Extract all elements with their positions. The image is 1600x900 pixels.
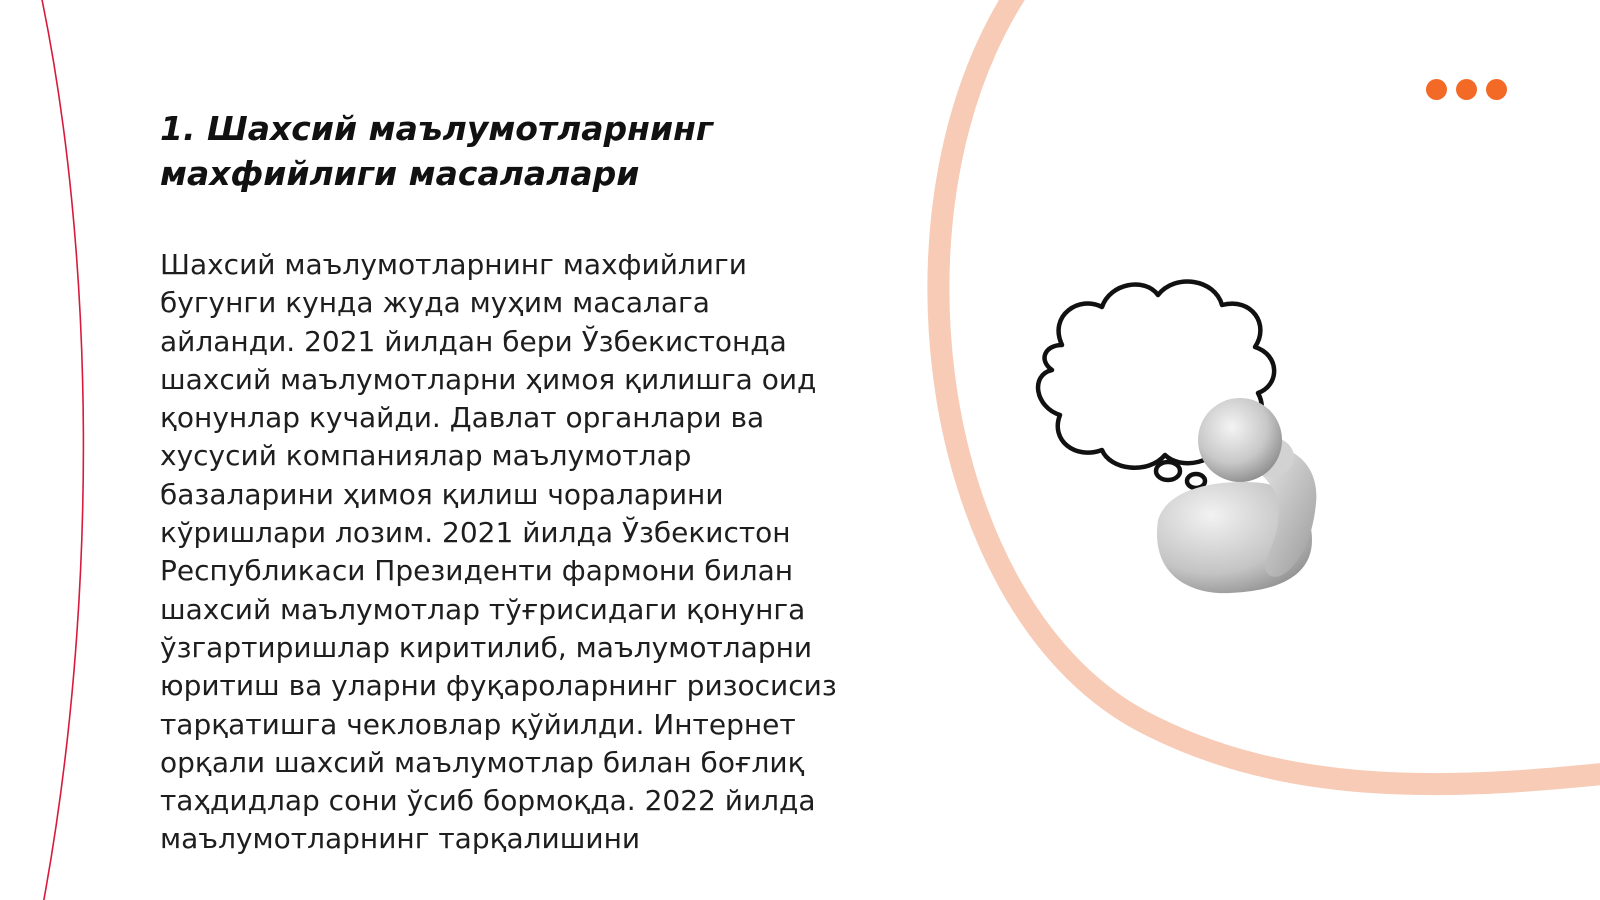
dot [1486, 79, 1507, 100]
slide-title: 1. Шахсий маълумотларнинг махфийлиги масалалари [160, 109, 714, 193]
thinking-person-icon [1030, 275, 1350, 620]
dot [1426, 79, 1447, 100]
left-red-curve [40, 0, 83, 900]
dot [1456, 79, 1477, 100]
figure-head [1198, 398, 1282, 482]
slide-body-text: Шахсий маълумотларнинг махфийлиги бугунги кунда жуда муҳим масалага айланди. 2021 йилдан бери Ўзбекистонда шахсий маълумотларни ҳимоя қилишга оид қонунлар кучайди. Давлат органлари ва хусусий компаниялар маълумотлар базаларини ҳимоя қилиш чораларини кўришлари лозим. 2021 йилда Ўзбекистон Республикаси Президенти фармони билан шахсий маълумотлар тўғрисидаги қонунга ўзгартиришлар киритилиб, маълумотларни юритиш ва уларни фуқароларнинг ризосисиз тарқатишга чекловлар қўйилди. Интернет орқали шахсий маълумотлар билан боғлиқ таҳдидлар сони ўсиб бормоқда. 2022 йилда маълумотларнинг тарқалишини [160, 248, 837, 856]
dots-indicator [1426, 79, 1507, 100]
